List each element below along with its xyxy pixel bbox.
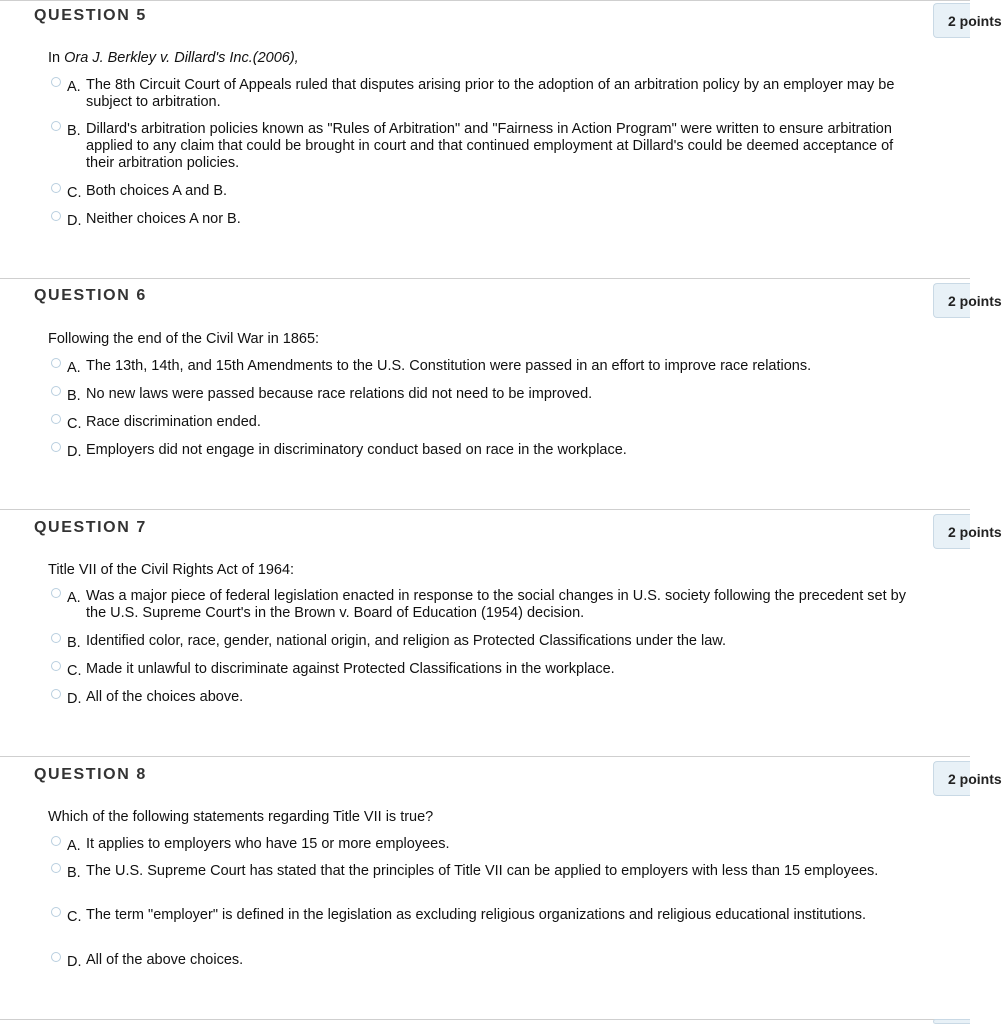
option-letter: D.: [67, 954, 82, 970]
option-letter: C.: [67, 663, 82, 679]
option-letter: D.: [67, 213, 82, 229]
radio-button[interactable]: [51, 442, 61, 452]
radio-button[interactable]: [51, 836, 61, 846]
option-text: The 8th Circuit Court of Appeals ruled that disputes arising prior to the adoption of an arbitration policy by an employer may be subject to arbitration.: [86, 77, 895, 110]
question-7-header: QUESTION 7: [34, 519, 147, 536]
option-letter: C.: [67, 909, 82, 925]
radio-button[interactable]: [51, 121, 61, 131]
radio-button[interactable]: [51, 211, 61, 221]
radio-button[interactable]: [51, 77, 61, 87]
option-letter: B.: [67, 865, 81, 881]
question-7-points-badge: 2 points: [933, 514, 970, 549]
option-letter: A.: [67, 838, 81, 854]
option-text: Employers did not engage in discriminatory conduct based on race in the workplace.: [86, 442, 627, 458]
option-text: Made it unlawful to discriminate against Protected Classifications in the workplace.: [86, 661, 615, 677]
radio-button[interactable]: [51, 952, 61, 962]
option-letter: C.: [67, 416, 82, 432]
question-5-header: QUESTION 5: [34, 7, 147, 24]
option-letter: A.: [67, 590, 81, 606]
option-text: The U.S. Supreme Court has stated that the principles of Title VII can be applied to employers with less than 15 employees.: [86, 863, 879, 879]
option-text: Dillard's arbitration policies known as "Rules of Arbitration" and "Fairness in Action Program" were written to ensure arbitration applied to any claim that could be brought in court and that continued employment at Dillard's could be deemed acceptance of their arbitration policies.: [86, 121, 894, 171]
question-8-prompt: Which of the following statements regarding Title VII is true?: [48, 809, 434, 825]
radio-button[interactable]: [51, 689, 61, 699]
option-text: All of the above choices.: [86, 952, 244, 968]
question-5-prompt-case: Ora J. Berkley v. Dillard's Inc.(2006),: [64, 50, 299, 66]
question-6-points-badge: 2 points: [933, 283, 970, 318]
question-8-header: QUESTION 8: [34, 766, 147, 783]
option-letter: D.: [67, 691, 82, 707]
option-letter: A.: [67, 79, 81, 95]
option-letter: B.: [67, 123, 81, 139]
radio-button[interactable]: [51, 183, 61, 193]
option-text: It applies to employers who have 15 or more employees.: [86, 836, 450, 852]
question-8-points-badge: 2 points: [933, 761, 970, 796]
question-5-prompt: [48, 50, 299, 66]
option-text: Race discrimination ended.: [86, 414, 261, 430]
radio-button[interactable]: [51, 588, 61, 598]
option-letter: B.: [67, 388, 81, 404]
question-7-prompt: Title VII of the Civil Rights Act of 1964:: [48, 562, 295, 578]
option-letter: D.: [67, 444, 82, 460]
option-text: Neither choices A nor B.: [86, 211, 241, 227]
question-6-prompt: Following the end of the Civil War in 1865:: [48, 331, 320, 347]
next-question-points-badge: [933, 1019, 970, 1024]
radio-button[interactable]: [51, 414, 61, 424]
question-6-header: QUESTION 6: [34, 287, 147, 304]
option-text: Identified color, race, gender, national origin, and religion as Protected Classifications under the law.: [86, 633, 726, 649]
question-5-points-badge: 2 points: [933, 3, 970, 38]
radio-button[interactable]: [51, 907, 61, 917]
option-text: All of the choices above.: [86, 689, 244, 705]
radio-button[interactable]: [51, 633, 61, 643]
question-5-prompt-prefix: In: [48, 50, 65, 66]
question-6-divider: [0, 278, 970, 279]
option-text: The 13th, 14th, and 15th Amendments to the U.S. Constitution were passed in an effort to improve race relations.: [86, 358, 812, 374]
option-letter: A.: [67, 360, 81, 376]
question-7-divider: [0, 509, 970, 510]
option-text: No new laws were passed because race relations did not need to be improved.: [86, 386, 593, 402]
radio-button[interactable]: [51, 386, 61, 396]
question-8-divider: [0, 756, 970, 757]
top-divider: [0, 0, 970, 1]
option-letter: B.: [67, 635, 81, 651]
option-letter: C.: [67, 185, 82, 201]
radio-button[interactable]: [51, 358, 61, 368]
option-text: Was a major piece of federal legislation enacted in response to the social changes in U.S. society following the precedent set by the U.S. Supreme Court's in the Brown v. Board of Education (1954) decision.: [86, 588, 906, 621]
option-text: Both choices A and B.: [86, 183, 228, 199]
option-text: The term "employer" is defined in the legislation as excluding religious organizations and religious educational institutions.: [86, 907, 867, 923]
bottom-divider: [0, 1019, 970, 1020]
radio-button[interactable]: [51, 863, 61, 873]
radio-button[interactable]: [51, 661, 61, 671]
